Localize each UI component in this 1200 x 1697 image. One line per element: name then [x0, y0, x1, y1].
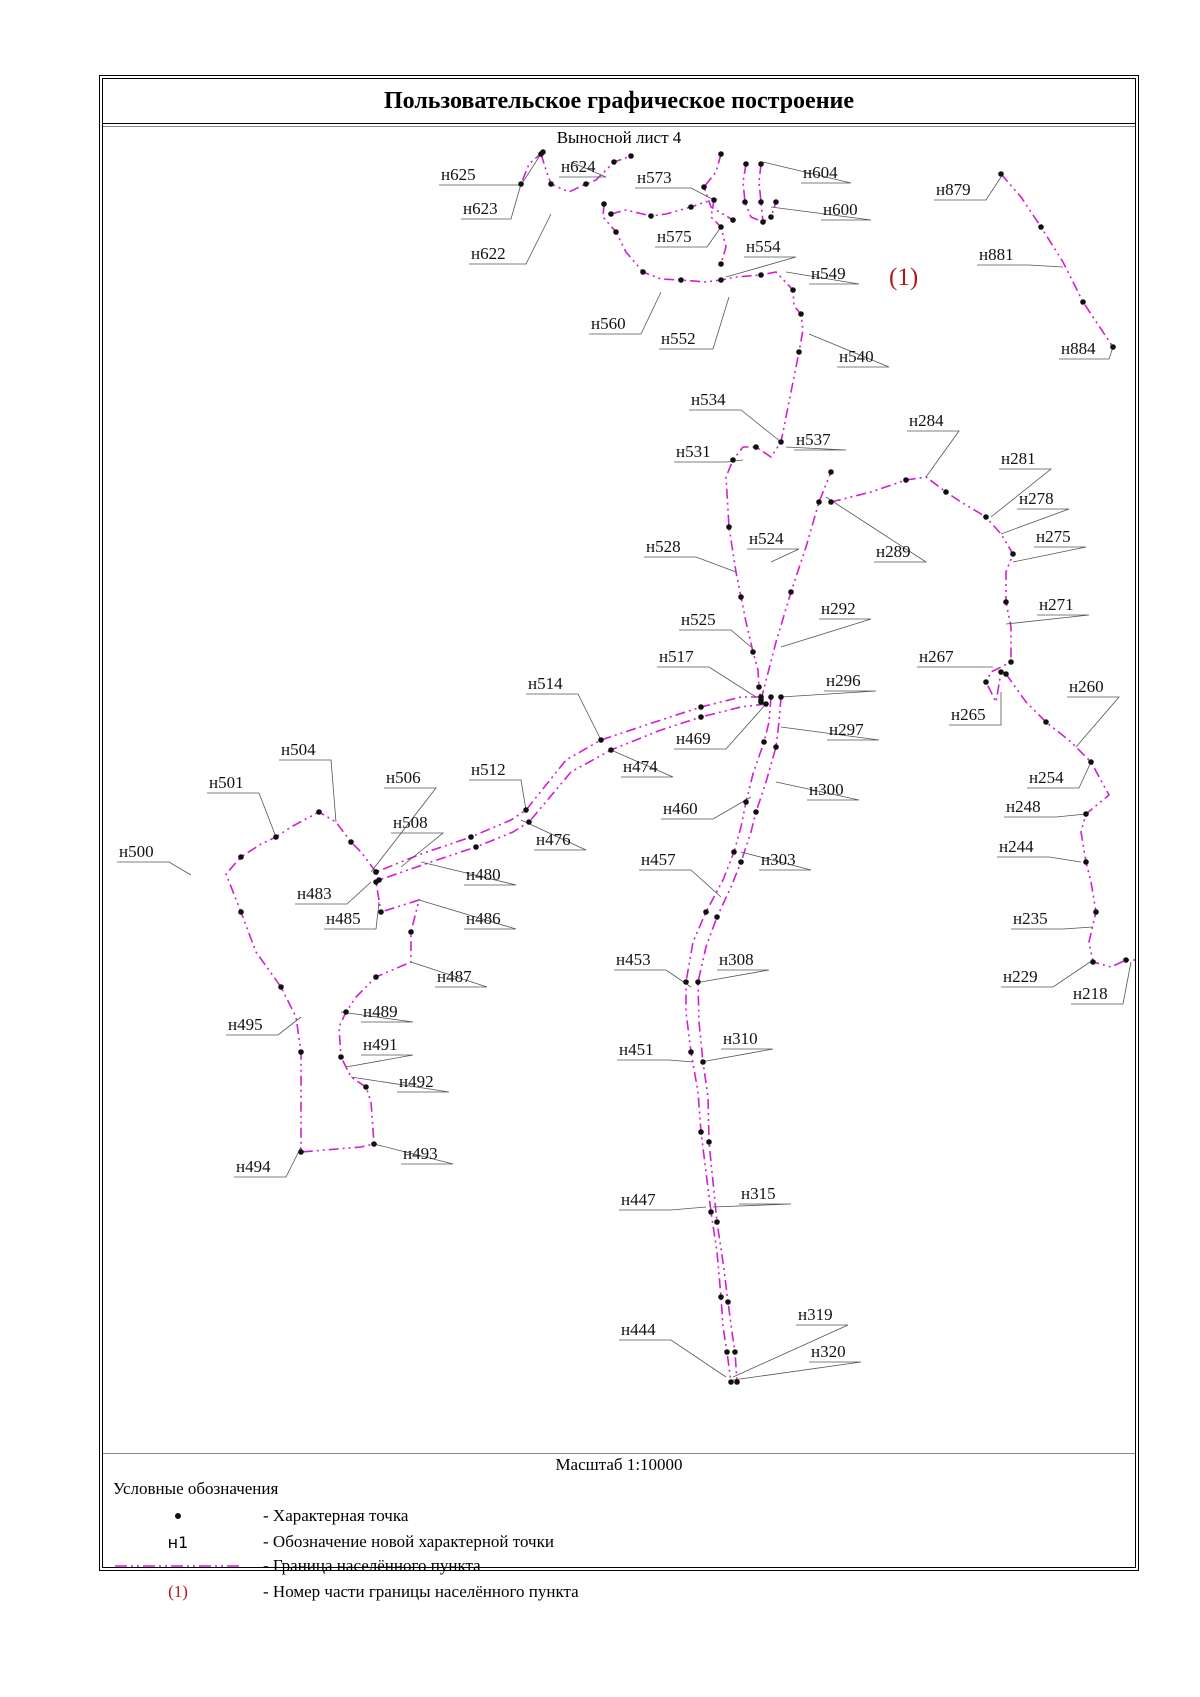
leader-line	[617, 1060, 693, 1062]
boundary-map	[103, 127, 1135, 1453]
point-label: н554	[746, 237, 781, 256]
point-label: н469	[676, 729, 711, 748]
boundary-segment-14	[831, 477, 1013, 702]
point-marker	[760, 219, 766, 225]
point-marker	[983, 514, 989, 520]
point-label: н549	[811, 264, 846, 283]
point-label: н622	[471, 244, 506, 263]
point-label: н476	[536, 830, 571, 849]
point-marker	[703, 909, 709, 915]
point-marker	[1110, 344, 1116, 350]
point-label: н229	[1003, 967, 1038, 986]
point-label: н218	[1073, 984, 1108, 1003]
point-marker	[790, 287, 796, 293]
point-label: н494	[236, 1157, 271, 1176]
point-label: н300	[809, 780, 844, 799]
point-label: н487	[437, 967, 472, 986]
point-label: н501	[209, 773, 244, 792]
leader-line	[635, 188, 714, 200]
legend-row-boundary	[103, 1553, 1135, 1579]
point-label: н289	[876, 542, 911, 561]
point-label: н319	[798, 1305, 833, 1324]
point-marker	[611, 159, 617, 165]
point-marker	[816, 499, 822, 505]
point-marker	[828, 469, 834, 475]
point-marker	[750, 649, 756, 655]
point-marker	[678, 277, 684, 283]
legend-text: - Характерная точка	[263, 1506, 409, 1525]
point-label: н278	[1019, 489, 1054, 508]
point-label: н493	[403, 1144, 438, 1163]
point-code-sample: н1	[167, 1532, 189, 1552]
point-label: н235	[1013, 909, 1048, 928]
point-label: н485	[326, 909, 361, 928]
leader-line	[207, 793, 276, 837]
point-marker	[695, 979, 701, 985]
point-marker	[714, 914, 720, 920]
point-label: н480	[466, 865, 501, 884]
point-marker	[1010, 551, 1016, 557]
point-label: н624	[561, 157, 596, 176]
point-marker	[1003, 599, 1009, 605]
point-marker	[583, 181, 589, 187]
point-marker	[796, 349, 802, 355]
point-marker	[738, 594, 744, 600]
point-marker	[730, 457, 736, 463]
point-marker	[753, 444, 759, 450]
point-marker	[273, 834, 279, 840]
labels-layer	[119, 157, 1108, 1361]
dash-dot-line-icon	[113, 1561, 243, 1571]
point-marker	[378, 909, 384, 915]
point-label: н534	[691, 390, 726, 409]
point-marker	[598, 737, 604, 743]
point-label: н444	[621, 1320, 656, 1339]
point-marker	[473, 844, 479, 850]
point-marker	[608, 747, 614, 753]
point-marker	[1093, 909, 1099, 915]
point-marker	[316, 809, 322, 815]
point-marker	[903, 477, 909, 483]
point-marker	[1123, 957, 1129, 963]
point-label: н884	[1061, 339, 1096, 358]
map-frame	[103, 126, 1135, 1454]
point-marker	[1003, 671, 1009, 677]
point-marker	[758, 161, 764, 167]
leader-line	[679, 630, 751, 647]
point-label: н281	[1001, 449, 1036, 468]
point-marker	[758, 199, 764, 205]
point-label: н491	[363, 1035, 398, 1054]
point-marker	[688, 1049, 694, 1055]
point-marker	[778, 694, 784, 700]
point-marker	[758, 697, 764, 703]
point-marker	[718, 277, 724, 283]
point-marker	[700, 1059, 706, 1065]
boundary-segment-13	[761, 472, 831, 700]
point-marker	[613, 229, 619, 235]
point-label: н296	[826, 671, 861, 690]
leader-line	[781, 619, 871, 647]
point-marker	[298, 1049, 304, 1055]
point-label: н275	[1036, 527, 1071, 546]
leader-line	[747, 549, 799, 562]
point-marker	[238, 854, 244, 860]
point-label: н254	[1029, 768, 1064, 787]
leader-line	[1006, 615, 1089, 624]
point-label: н271	[1039, 595, 1074, 614]
point-label: н525	[681, 610, 716, 629]
leader-line	[713, 1204, 791, 1207]
legend-text: - Граница населённого пункта	[263, 1556, 481, 1575]
point-label: н453	[616, 950, 651, 969]
point-label: н495	[228, 1015, 263, 1034]
point-marker	[768, 694, 774, 700]
point-marker	[1088, 759, 1094, 765]
point-label: н552	[661, 329, 696, 348]
point-marker	[725, 1299, 731, 1305]
point-label: н623	[463, 199, 498, 218]
point-marker	[761, 739, 767, 745]
point-label: н528	[646, 537, 681, 556]
point-label: н308	[719, 950, 754, 969]
legend-row-code	[103, 1529, 1135, 1555]
leader-line	[279, 760, 336, 822]
point-marker	[1090, 959, 1096, 965]
point-marker	[788, 589, 794, 595]
point-label: н460	[663, 799, 698, 818]
part-number-sample: (1)	[168, 1582, 188, 1601]
point-label: н500	[119, 842, 154, 861]
point-label: н506	[386, 768, 421, 787]
point-marker	[998, 669, 1004, 675]
point-marker	[343, 1009, 349, 1015]
point-marker	[698, 704, 704, 710]
point-marker	[724, 1349, 730, 1355]
leader-line	[346, 1055, 413, 1067]
point-marker	[718, 151, 724, 157]
point-marker	[701, 184, 707, 190]
point-marker	[773, 199, 779, 205]
point-marker	[798, 311, 804, 317]
point-label: н457	[641, 850, 676, 869]
point-marker	[1008, 659, 1014, 665]
scale-label: Масштаб 1:10000	[555, 1455, 683, 1474]
point-label: н881	[979, 245, 1014, 264]
point-label: н315	[741, 1184, 776, 1203]
point-marker	[526, 819, 532, 825]
point-marker	[730, 217, 736, 223]
point-marker	[768, 214, 774, 220]
point-label: н573	[637, 168, 672, 187]
legend-text: - Обозначение новой характерной точки	[263, 1532, 554, 1551]
point-label: н604	[803, 163, 838, 182]
leader-line	[907, 431, 959, 477]
point-label: н310	[723, 1029, 758, 1048]
point-marker	[743, 799, 749, 805]
point-label: н265	[951, 705, 986, 724]
point-label: н492	[399, 1072, 434, 1091]
point-label: н512	[471, 760, 506, 779]
leader-line	[619, 1340, 726, 1377]
point-marker	[468, 834, 474, 840]
point-marker	[718, 224, 724, 230]
map-sheet	[102, 78, 1136, 1601]
point-marker	[601, 201, 607, 207]
point-marker	[373, 879, 379, 885]
point-marker	[738, 859, 744, 865]
point-marker	[698, 1129, 704, 1135]
point-marker	[778, 439, 784, 445]
point-marker	[338, 1054, 344, 1060]
point-marker	[706, 1139, 712, 1145]
leader-line	[781, 691, 876, 697]
leader-line	[1067, 697, 1119, 747]
point-label: н260	[1069, 677, 1104, 696]
point-marker	[708, 1209, 714, 1215]
point-marker	[348, 839, 354, 845]
point-marker	[640, 269, 646, 275]
point-marker	[983, 679, 989, 685]
point-marker	[518, 181, 524, 187]
point-marker	[714, 1219, 720, 1225]
point-label: н504	[281, 740, 316, 759]
leader-line	[701, 970, 769, 982]
point-marker	[298, 1149, 304, 1155]
legend-text: - Номер части границы населённого пункта	[263, 1582, 579, 1601]
part-number-label: (1)	[889, 264, 919, 291]
point-marker	[371, 1141, 377, 1147]
leader-line	[117, 862, 191, 875]
point-marker	[608, 211, 614, 217]
point-label: н514	[528, 674, 563, 693]
point-marker	[1043, 719, 1049, 725]
point-marker	[718, 261, 724, 267]
point-label: н474	[623, 757, 658, 776]
leader-line	[1013, 547, 1086, 562]
dot-icon	[175, 1513, 181, 1519]
point-label: н267	[919, 647, 954, 666]
point-marker	[1038, 224, 1044, 230]
leader-line	[701, 1049, 773, 1062]
sheet-label: Выносной лист 4	[556, 128, 682, 147]
point-label: н600	[823, 200, 858, 219]
point-marker	[373, 974, 379, 980]
point-marker	[683, 979, 689, 985]
boundary-segment-8	[1001, 174, 1113, 347]
leader-line	[733, 1362, 861, 1380]
title-bar	[103, 79, 1135, 124]
legend-row-part	[103, 1579, 1135, 1605]
point-marker	[718, 1294, 724, 1300]
point-label: н489	[363, 1002, 398, 1021]
leader-line	[997, 857, 1081, 862]
point-label: н486	[466, 909, 501, 928]
point-marker	[734, 1379, 740, 1385]
point-marker	[998, 171, 1004, 177]
point-label: н524	[749, 529, 784, 548]
point-marker	[728, 1379, 734, 1385]
point-label: н540	[839, 347, 874, 366]
point-label: н508	[393, 813, 428, 832]
point-marker	[773, 744, 779, 750]
point-marker	[763, 701, 769, 707]
point-marker	[278, 984, 284, 990]
leader-line	[639, 870, 721, 897]
point-label: н517	[659, 647, 694, 666]
point-marker	[1080, 299, 1086, 305]
point-label: н560	[591, 314, 626, 333]
point-marker	[711, 197, 717, 203]
point-label: н879	[936, 180, 971, 199]
boundary-segment-16	[226, 812, 419, 1152]
point-label: н292	[821, 599, 856, 618]
point-label: н303	[761, 850, 796, 869]
point-marker	[828, 499, 834, 505]
point-marker	[363, 1084, 369, 1090]
boundary-segment-7	[759, 164, 776, 222]
point-label: н248	[1006, 797, 1041, 816]
point-label: н447	[621, 1190, 656, 1209]
point-label: н284	[909, 411, 944, 430]
point-marker	[540, 149, 546, 155]
leader-line	[689, 410, 781, 442]
point-label: н451	[619, 1040, 654, 1059]
leader-line	[657, 667, 756, 697]
point-label: н537	[796, 430, 831, 449]
point-marker	[726, 524, 732, 530]
point-marker	[698, 714, 704, 720]
point-label: н531	[676, 442, 711, 461]
point-marker	[408, 929, 414, 935]
point-marker	[548, 181, 554, 187]
point-label: н575	[657, 227, 692, 246]
leader-line	[469, 780, 526, 810]
leader-line	[614, 970, 691, 987]
point-label: н625	[441, 165, 476, 184]
point-marker	[688, 204, 694, 210]
point-marker	[731, 849, 737, 855]
point-marker	[238, 909, 244, 915]
legend-title: Условные обозначения	[113, 1479, 279, 1498]
point-marker	[943, 489, 949, 495]
legend-row-point	[103, 1503, 1135, 1529]
point-marker	[742, 199, 748, 205]
leader-line	[644, 557, 736, 572]
point-marker	[1083, 811, 1089, 817]
boundary-segment-3	[704, 154, 733, 220]
leader-line	[526, 694, 601, 740]
point-marker	[1083, 859, 1089, 865]
point-marker	[628, 153, 634, 159]
point-label: н297	[829, 720, 864, 739]
point-marker	[373, 869, 379, 875]
point-label: н483	[297, 884, 332, 903]
point-marker	[758, 272, 764, 278]
point-marker	[732, 1349, 738, 1355]
point-marker	[523, 807, 529, 813]
point-marker	[753, 809, 759, 815]
point-marker	[648, 213, 654, 219]
point-marker	[743, 161, 749, 167]
point-label: н244	[999, 837, 1034, 856]
page-title: Пользовательское графическое построение	[383, 87, 854, 114]
leader-line	[977, 265, 1063, 267]
point-marker	[756, 684, 762, 690]
point-label: н320	[811, 1342, 846, 1361]
